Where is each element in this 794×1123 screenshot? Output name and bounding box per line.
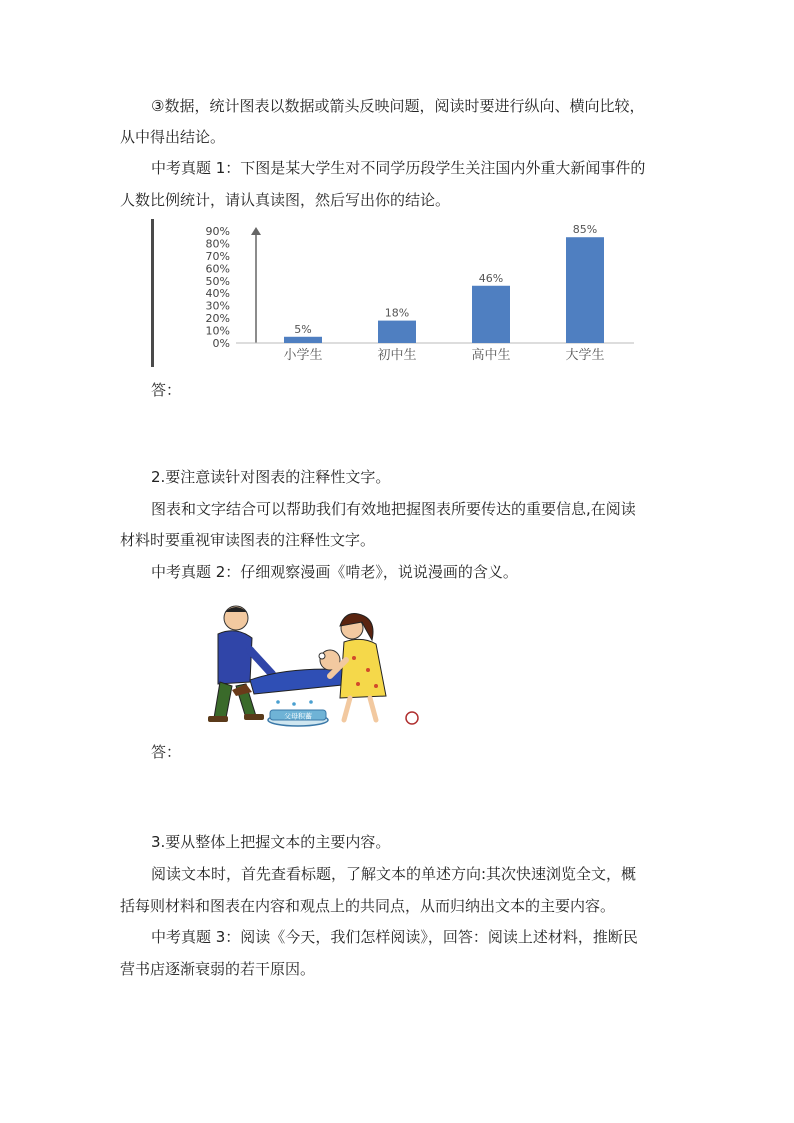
question-line: 中考真题 3：阅读《今天，我们怎样阅读》，回答：阅读上述材料，推断民 <box>151 928 638 946</box>
y-tick-label: 50% <box>205 274 230 288</box>
paragraph-line: 图表和文字结合可以帮助我们有效地把握图表所要传达的重要信息,在阅读 <box>151 500 636 518</box>
x-category-label: 大学生 <box>565 348 605 363</box>
question-line: 中考真题 2：仔细观察漫画《啃老》，说说漫画的含义。 <box>151 563 518 581</box>
answer-label: 答： <box>151 381 182 399</box>
section-heading: 3.要从整体上把握文本的主要内容。 <box>151 833 391 851</box>
y-tick-label: 0% <box>212 337 230 350</box>
x-category-label: 初中生 <box>377 348 417 363</box>
y-tick-label: 80% <box>205 237 230 251</box>
y-tick-label: 40% <box>205 287 230 301</box>
answer-label: 答： <box>151 743 182 761</box>
question-line: 中考真题 1：下图是某大学生对不同学历段学生关注国内外重大新闻事件的 <box>151 159 646 177</box>
bar-chart <box>151 219 656 367</box>
paragraph-line: 阅读文本时，首先查看标题，了解文本的单述方向:其次快速浏览全文，概 <box>151 865 637 883</box>
y-tick-label: 70% <box>205 249 230 263</box>
data-label: 18% <box>384 306 410 320</box>
paragraph-line: ③数据，统计图表以数据或箭头反映问题，阅读时要进行纵向、横向比较， <box>151 97 645 115</box>
paragraph-line: 从中得出结论。 <box>120 128 226 146</box>
y-tick-label: 20% <box>205 312 230 326</box>
bar-小学生 <box>284 337 322 343</box>
cartoon-image <box>180 600 420 728</box>
x-category-label: 高中生 <box>471 348 511 363</box>
section-heading: 2.要注意读针对图表的注释性文字。 <box>151 468 391 486</box>
chart-svg <box>154 219 653 367</box>
y-tick-label: 10% <box>205 324 230 338</box>
x-category-label: 小学生 <box>283 348 323 363</box>
data-label: 5% <box>294 322 312 336</box>
y-axis-arrow <box>251 227 261 343</box>
question-line: 营书店逐渐衰弱的若干原因。 <box>120 960 316 978</box>
question-line: 人数比例统计，请认真读图，然后写出你的结论。 <box>120 191 451 209</box>
paragraph-line: 括每则材料和图表在内容和观点上的共同点，从而归纳出文本的主要内容。 <box>120 897 616 915</box>
bar-初中生 <box>378 321 416 343</box>
paragraph-line: 材料时要重视审读图表的注释性文字。 <box>120 531 376 549</box>
y-tick-label: 60% <box>205 262 230 276</box>
data-label: 46% <box>478 271 504 285</box>
basin-label: 父母积蓄 <box>284 712 312 721</box>
y-tick-label: 90% <box>205 225 230 238</box>
bar-大学生 <box>566 237 604 343</box>
bar-高中生 <box>472 286 510 343</box>
data-label: 85% <box>572 223 598 237</box>
y-tick-label: 30% <box>205 299 230 313</box>
